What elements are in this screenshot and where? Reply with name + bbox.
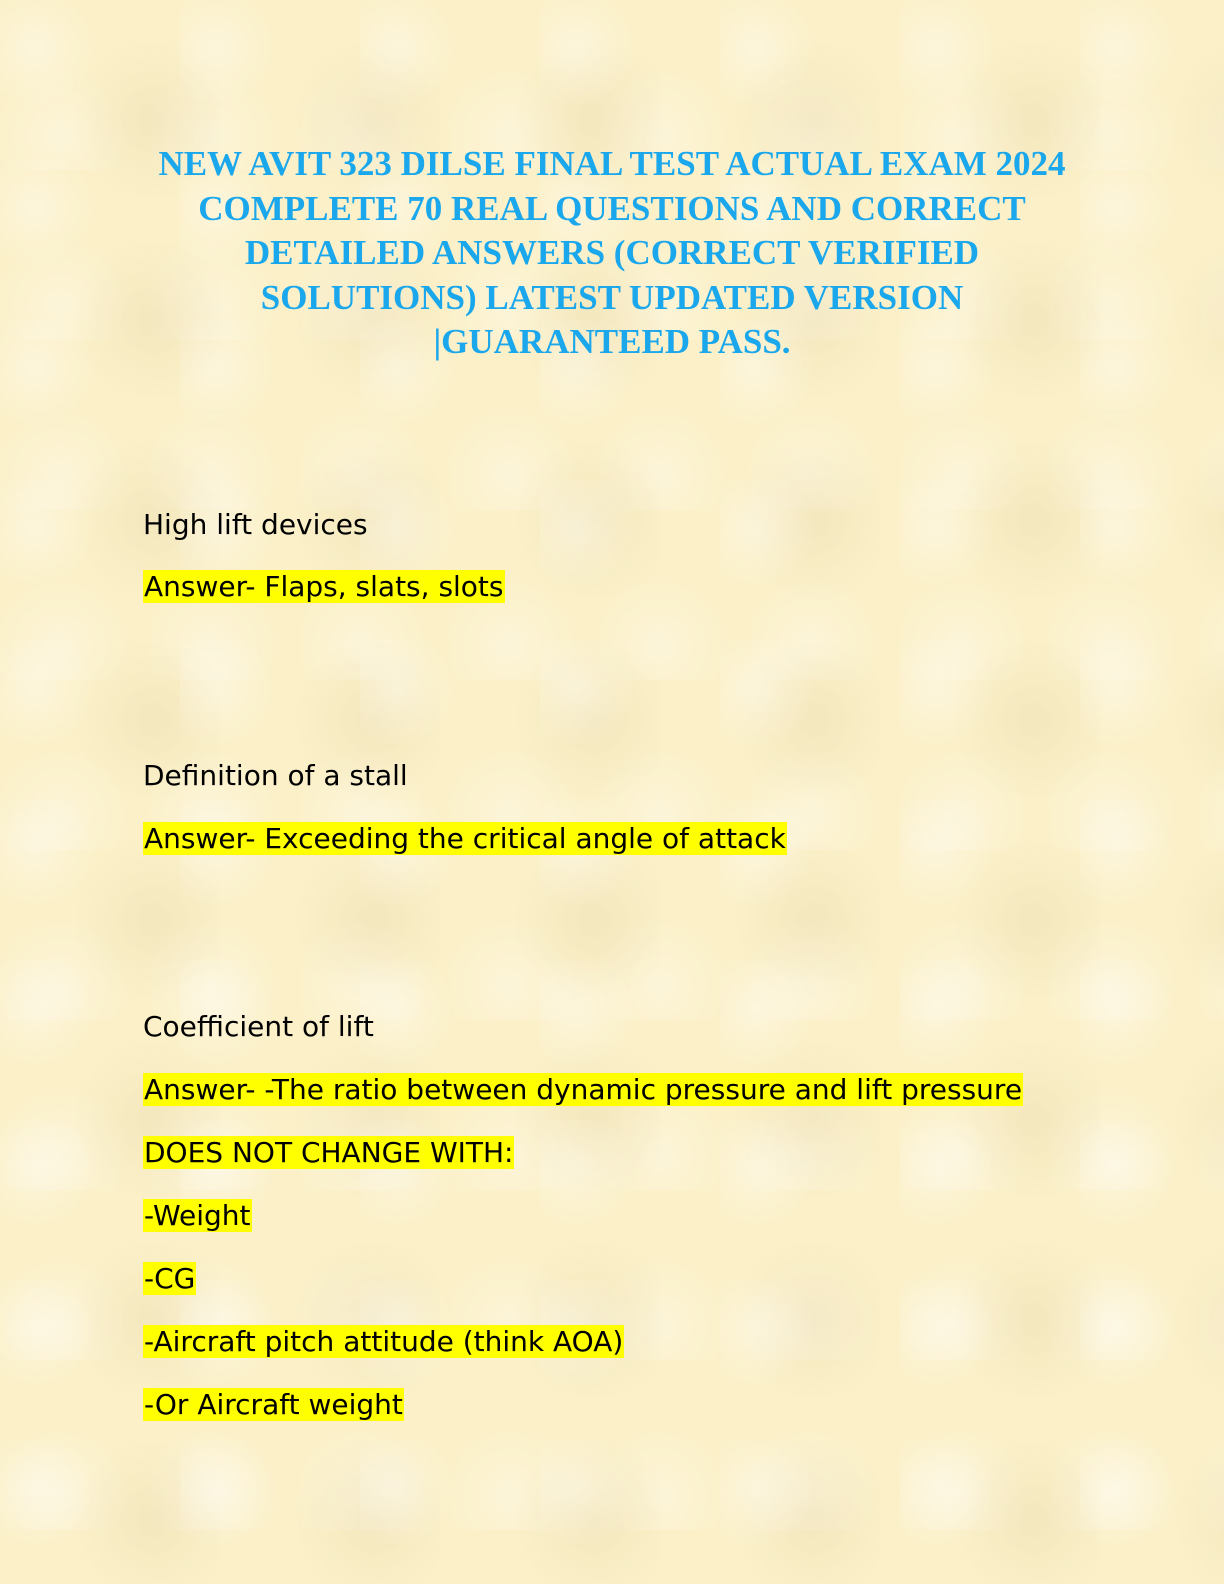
document-title: NEW AVIT 323 DILSE FINAL TEST ACTUAL EXAM 2024 COMPLETE 70 REAL QUESTIONS AND CORRECT DETAILED ANSWERS (CORRECT VERIFIED SOLUTIONS) LATEST UPDATED VERSION |GUARANTEED PASS. xyxy=(158,144,1066,361)
answer-list-item: -Aircraft pitch attitude (think AOA) xyxy=(144,1325,624,1358)
answer-list-item: -Or Aircraft weight xyxy=(144,1388,403,1421)
question-text: High lift devices xyxy=(143,508,368,541)
answer-text: DOES NOT CHANGE WITH: xyxy=(144,1136,514,1169)
question-text: Coefficient of lift xyxy=(143,1010,374,1043)
answer-list-item: -Weight xyxy=(144,1199,251,1232)
question-text: Definition of a stall xyxy=(143,759,408,792)
answer-text: Answer- -The ratio between dynamic pressure and lift pressure xyxy=(144,1073,1023,1106)
answer-text: Answer- Exceeding the critical angle of attack xyxy=(144,822,786,855)
answer-text: Answer- Flaps, slats, slots xyxy=(144,570,504,603)
answer-list-item: -CG xyxy=(144,1262,196,1295)
